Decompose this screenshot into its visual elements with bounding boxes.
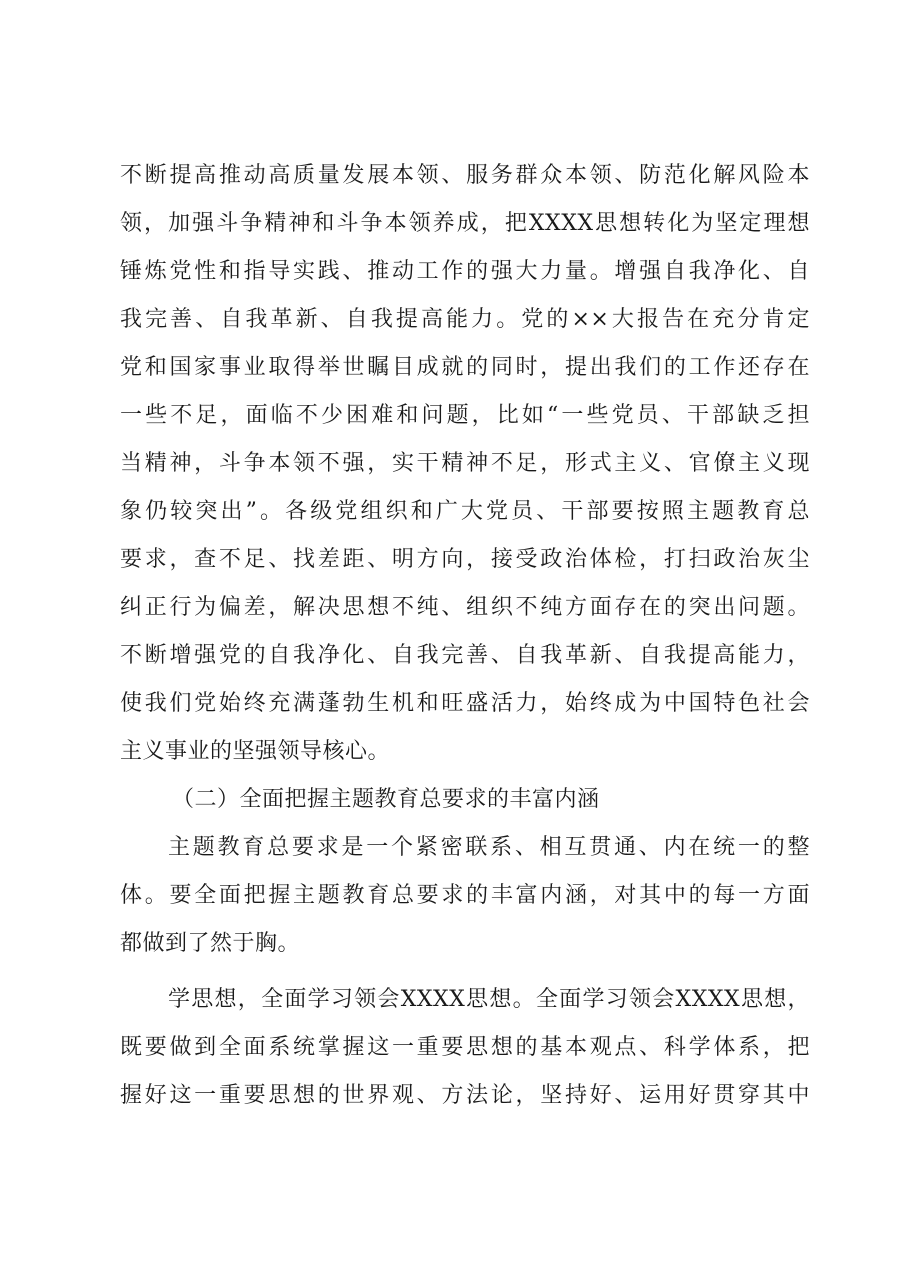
- body-line: 主义事业的坚强领导核心。: [120, 739, 391, 764]
- body-line: 要求，查不足、找差距、明方向，接受政治体检，打扫政治灰尘: [120, 547, 810, 572]
- body-line: 既要做到全面系统掌握这一重要思想的基本观点、科学体系，把: [120, 1035, 810, 1060]
- body-line: 不断增强党的自我净化、自我完善、自我革新、自我提高能力，: [120, 643, 810, 668]
- body-line: 党和国家事业取得举世瞩目成就的同时，提出我们的工作还存在: [120, 355, 810, 380]
- body-line: 一些不足，面临不少困难和问题，比如“一些党员、干部缺乏担: [120, 403, 810, 428]
- body-line: 不断提高推动高质量发展本领、服务群众本领、防范化解风险本: [120, 163, 810, 188]
- body-line: 学思想，全面学习领会XXXX思想。全面学习领会XXXX思想，: [168, 987, 810, 1012]
- body-line: 主题教育总要求是一个紧密联系、相互贯通、内在统一的整: [168, 835, 810, 860]
- body-line: 体。要全面把握主题教育总要求的丰富内涵，对其中的每一方面: [120, 883, 810, 908]
- section-heading: （二）全面把握主题教育总要求的丰富内涵: [172, 787, 600, 812]
- body-line: 象仍较突出”。各级党组织和广大党员、干部要按照主题教育总: [120, 499, 810, 524]
- body-line: 锤炼党性和指导实践、推动工作的强大力量。增强自我净化、自: [120, 259, 810, 284]
- body-line: 纠正行为偏差，解决思想不纯、组织不纯方面存在的突出问题。: [120, 595, 810, 620]
- body-line: 使我们党始终充满蓬勃生机和旺盛活力，始终成为中国特色社会: [120, 691, 810, 716]
- body-line: 握好这一重要思想的世界观、方法论，坚持好、运用好贯穿其中: [120, 1083, 810, 1108]
- document-body: [120, 152, 810, 1120]
- body-line: 领，加强斗争精神和斗争本领养成，把XXXX思想转化为坚定理想: [120, 211, 810, 236]
- body-line: 当精神，斗争本领不强，实干精神不足，形式主义、官僚主义现: [120, 451, 810, 476]
- body-line: 我完善、自我革新、自我提高能力。党的××大报告在充分肯定: [120, 307, 810, 332]
- body-line: 都做到了然于胸。: [120, 931, 301, 956]
